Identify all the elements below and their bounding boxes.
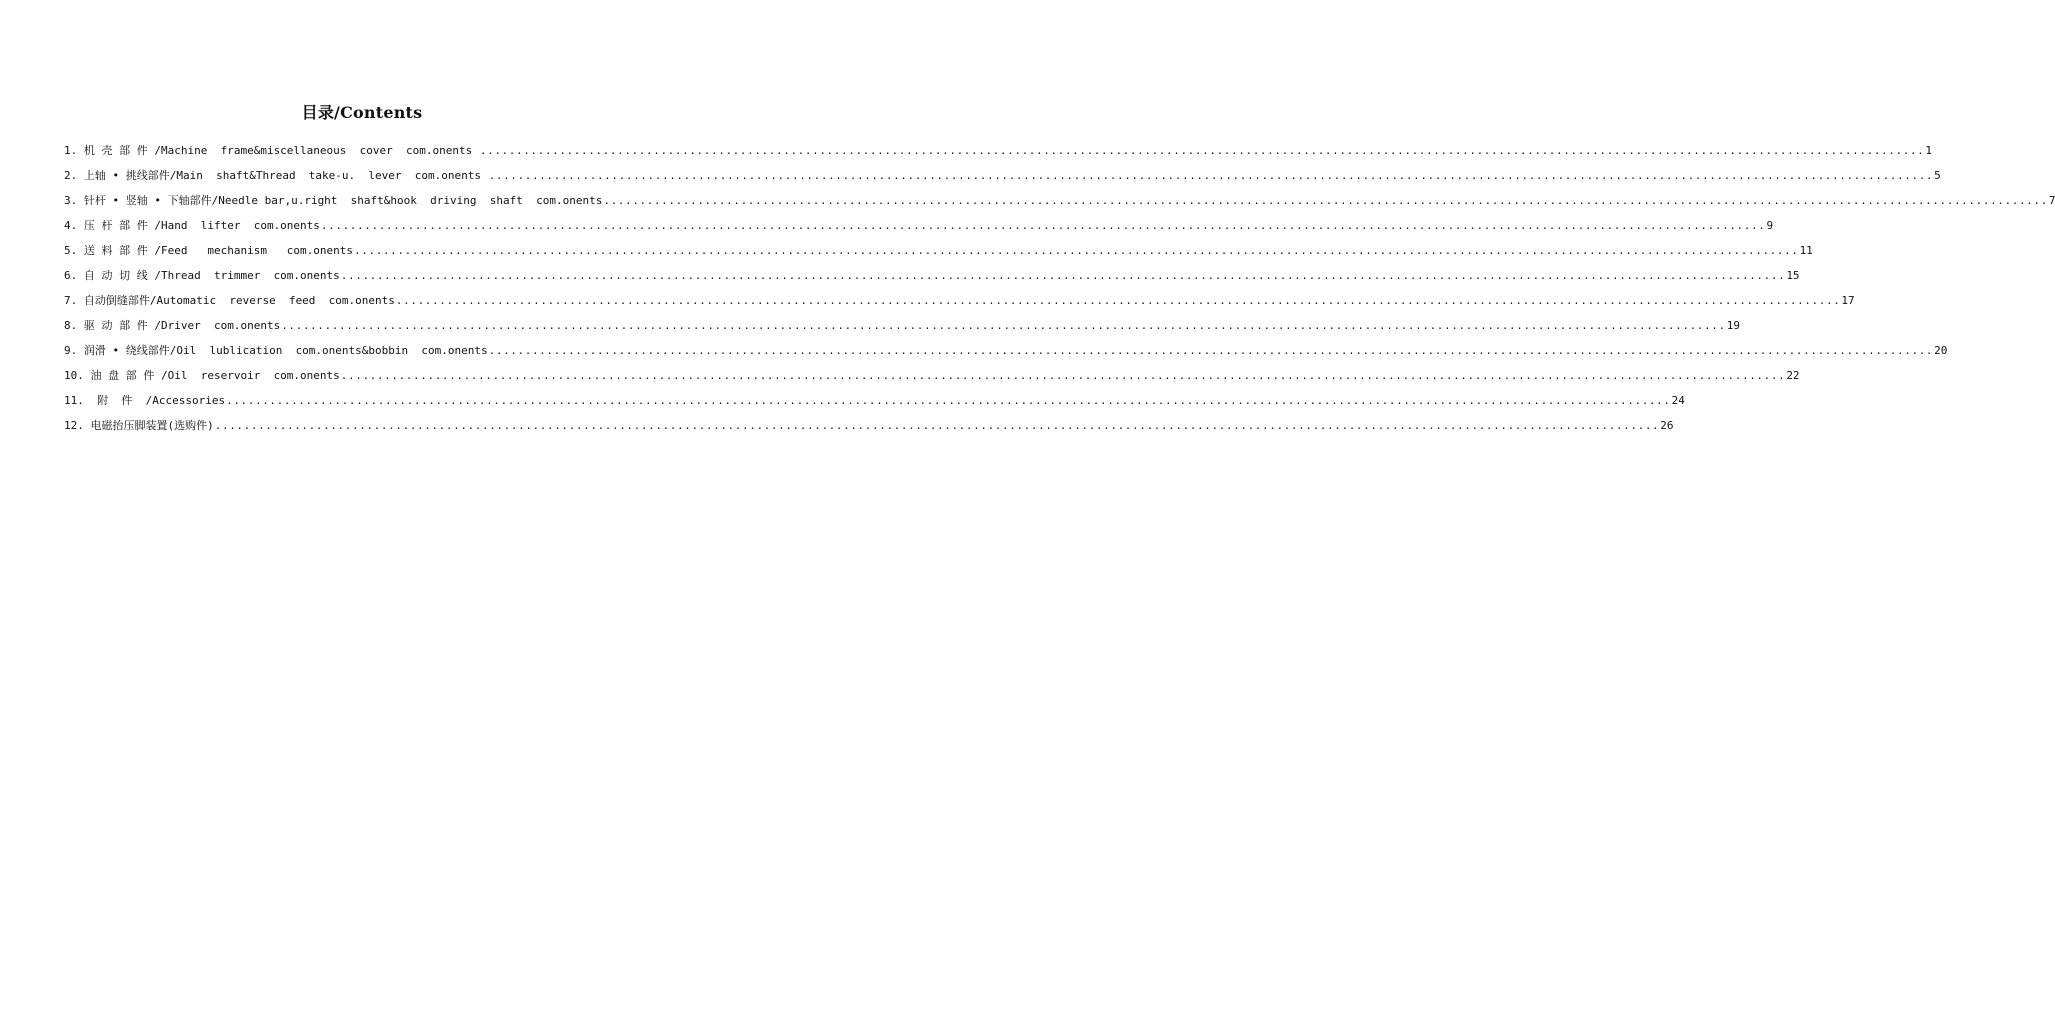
toc-entry-label: 5. 送 料 部 件 /Feed mechanism com.onents	[64, 244, 354, 257]
dot-leader: ........................................................................................................................................................................................................	[281, 319, 1726, 332]
page-title: 目录/Contents	[301, 103, 423, 122]
toc-entry-label: 6. 自 动 切 线 /Thread trimmer com.onents	[64, 269, 340, 282]
toc-entry-label: 11. 附 件 /Accessories	[64, 394, 226, 407]
toc-entry[interactable]	[64, 140, 1933, 165]
dot-leader: ........................................................................................................................................................................................................	[340, 369, 1786, 382]
dot-leader: ........................................................................................................................................................................................................	[354, 244, 1799, 257]
toc-page-number: 9	[1766, 219, 1774, 232]
dot-leader: ........................................................................................................................................................................................................	[479, 144, 1925, 157]
toc-entry-label: 2. 上轴 • 挑线部件/Main shaft&Thread take-u. lever com.onents	[64, 169, 488, 182]
toc-entry[interactable]	[64, 415, 1674, 440]
toc-entry-label: 9. 润滑 • 绕线部件/Oil lublication com.onents&bobbin com.onents	[64, 344, 488, 357]
toc-entry-label: 1. 机 壳 部 件 /Machine frame&miscellaneous cover com.onents	[64, 144, 479, 157]
toc-entry[interactable]	[64, 215, 1774, 240]
toc-entry-label: 12. 电磁抬压脚装置(选购件)	[64, 419, 214, 432]
toc-entry[interactable]	[64, 290, 1855, 315]
toc-page-number: 22	[1786, 369, 1800, 382]
dot-leader: ........................................................................................................................................................................................................	[214, 419, 1660, 432]
toc-page-number: 5	[1934, 169, 1941, 182]
toc-page-number: 11	[1799, 244, 1813, 257]
toc-entry[interactable]	[64, 165, 1941, 190]
dot-leader: ........................................................................................................................................................................................................	[603, 194, 2048, 207]
dot-leader: ........................................................................................................................................................................................................	[320, 219, 1766, 232]
table-of-contents	[64, 140, 2055, 440]
dot-leader: ........................................................................................................................................................................................................	[488, 344, 1934, 357]
toc-page-number: 7	[2048, 194, 2055, 207]
toc-entry[interactable]	[64, 265, 1800, 290]
toc-entry-label: 3. 针杆 • 竖轴 • 下轴部件/Needle bar,u.right shaft&hook driving shaft com.onents	[64, 194, 603, 207]
toc-entry-label: 7. 自动倒缝部件/Automatic reverse feed com.onents	[64, 294, 395, 307]
toc-entry[interactable]	[64, 190, 2055, 215]
toc-page-number: 17	[1841, 294, 1855, 307]
toc-entry[interactable]	[64, 315, 1740, 340]
toc-page-number: 1	[1925, 144, 1933, 157]
toc-page-number: 19	[1726, 319, 1740, 332]
toc-entry[interactable]	[64, 365, 1800, 390]
toc-entry-label: 10. 油 盘 部 件 /Oil reservoir com.onents	[64, 369, 340, 382]
dot-leader: ........................................................................................................................................................................................................	[226, 394, 1671, 407]
dot-leader: ........................................................................................................................................................................................................	[340, 269, 1786, 282]
toc-entry[interactable]	[64, 240, 1813, 265]
dot-leader: ........................................................................................................................................................................................................	[488, 169, 1934, 182]
toc-page-number: 24	[1671, 394, 1685, 407]
toc-page-number: 20	[1934, 344, 1948, 357]
toc-entry-label: 8. 驱 动 部 件 /Driver com.onents	[64, 319, 281, 332]
toc-entry-label: 4. 压 杆 部 件 /Hand lifter com.onents	[64, 219, 320, 232]
dot-leader: ........................................................................................................................................................................................................	[395, 294, 1841, 307]
toc-entry[interactable]	[64, 390, 1685, 415]
toc-page-number: 15	[1786, 269, 1800, 282]
toc-page-number: 26	[1660, 419, 1674, 432]
toc-entry[interactable]	[64, 340, 1948, 365]
